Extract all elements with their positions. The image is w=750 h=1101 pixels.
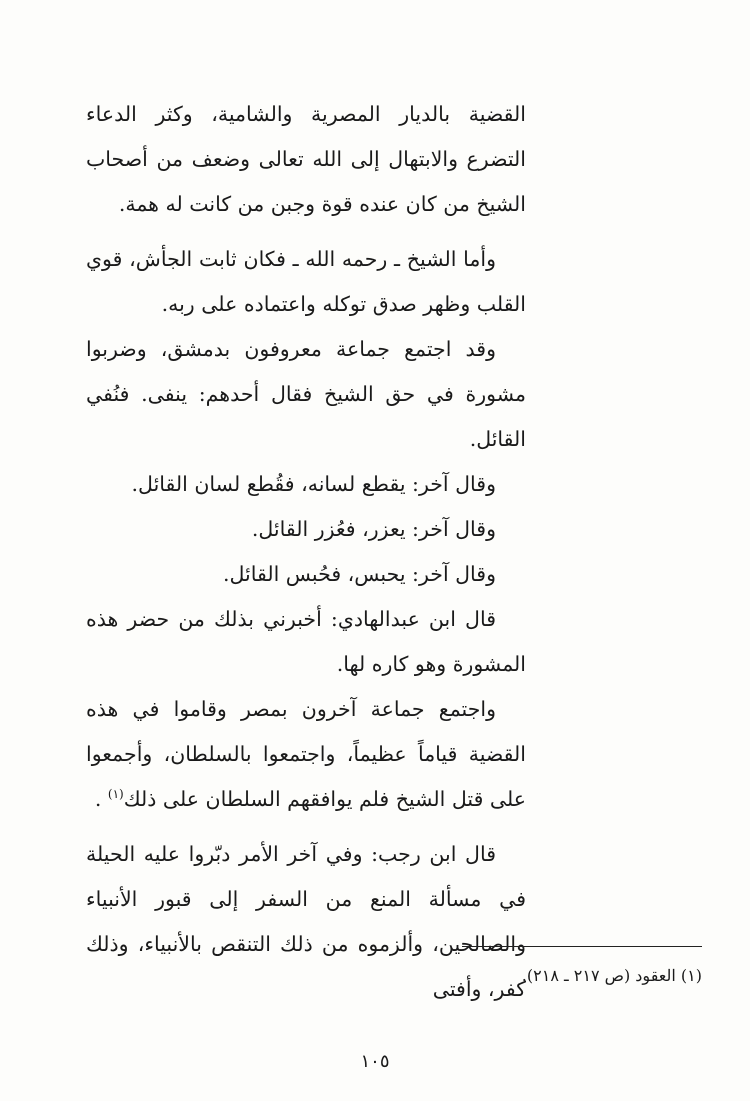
paragraph-4: وقال آخر: يقطع لسانه، فقُطع لسان القائل. xyxy=(131,472,496,496)
footnote: (١) العقود (ص ٢١٧ ـ ٢١٨). xyxy=(521,966,702,985)
paragraph-8-text: واجتمع جماعة آخرون بمصر وقاموا في هذه القضية قياماً عظيماً، واجتمعوا بالسلطان، وأجمعوا على قتل الشيخ فلم يوافقهم السلطان على ذلك xyxy=(86,697,526,811)
page-body xyxy=(86,92,526,1012)
paragraph-6: وقال آخر: يحبس، فحُبس القائل. xyxy=(222,562,496,586)
footnote-separator xyxy=(462,946,702,947)
paragraph-9: قال ابن رجب: وفي آخر الأمر دبّروا عليه الحيلة في مسألة المنع من السفر إلى قبور الأنبياء والصالحين، وألزموه من ذلك التنقص بالأنبياء، وذلك كفر، وأفتى xyxy=(86,842,526,1001)
footnote-reference: (١) xyxy=(107,787,124,802)
page-number: ١٠٥ xyxy=(360,1051,390,1072)
paragraph-5: وقال آخر: يعزر، فعُزر القائل. xyxy=(251,517,496,541)
paragraph-3: وقد اجتمع جماعة معروفون بدمشق، وضربوا مشورة في حق الشيخ فقال أحدهم: ينفى. فنُفي القائل. xyxy=(86,337,526,451)
paragraph-1: القضية بالديار المصرية والشامية، وكثر الدعاء التضرع والابتهال إلى الله تعالى وضعف من أصحاب الشيخ من كان عنده قوة وجبن من كانت له همة. xyxy=(86,102,526,216)
paragraph-8-end: . xyxy=(94,787,108,811)
paragraph-2: وأما الشيخ ـ رحمه الله ـ فكان ثابت الجأش، قوي القلب وظهر صدق توكله واعتماده على ربه. xyxy=(86,247,526,316)
paragraph-8 xyxy=(86,687,526,822)
paragraph-7: قال ابن عبدالهادي: أخبرني بذلك من حضر هذه المشورة وهو كاره لها. xyxy=(86,607,526,676)
